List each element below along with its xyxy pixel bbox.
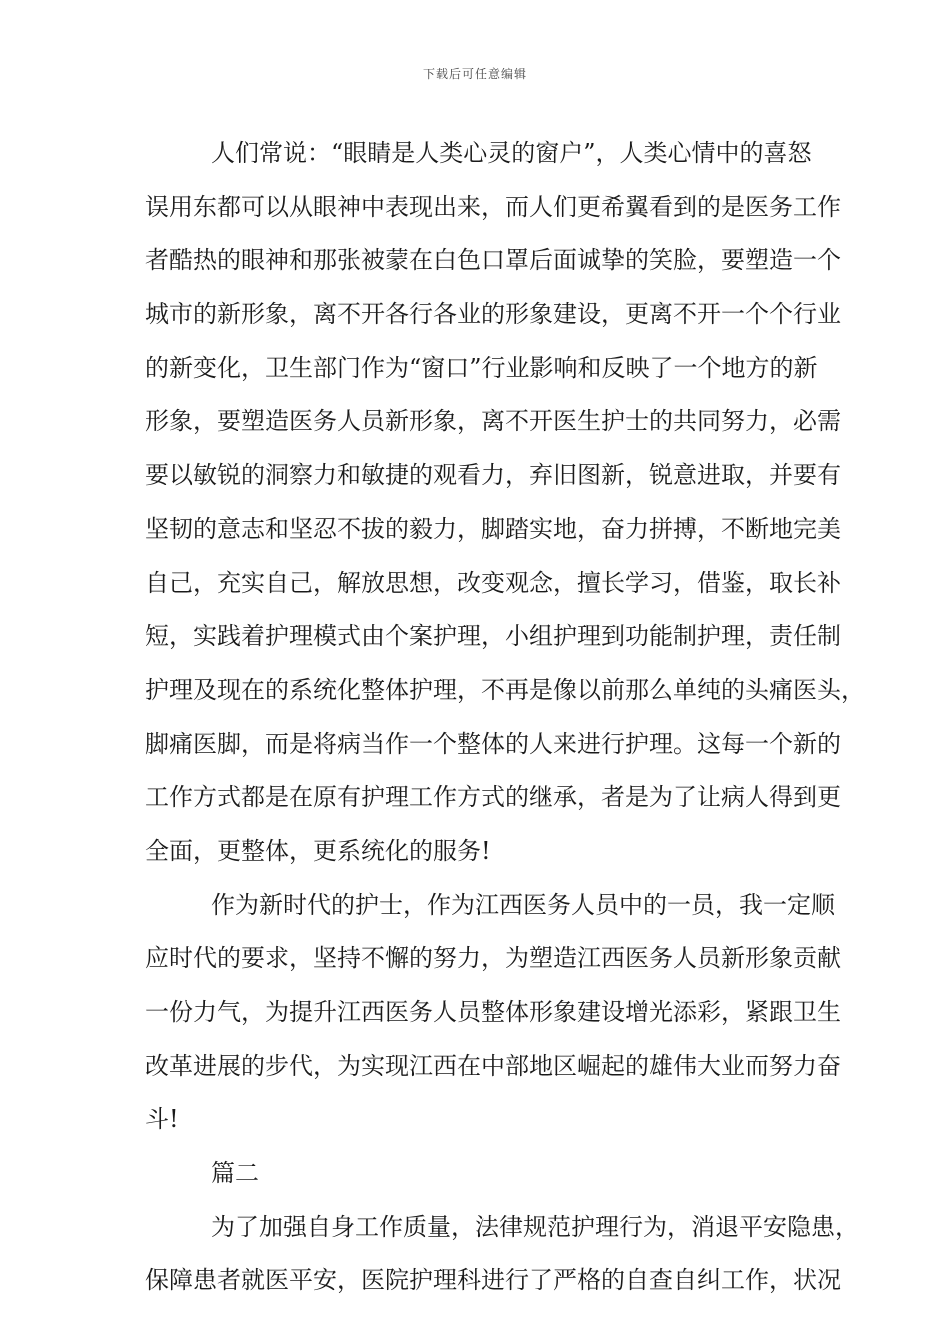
text-line: 者酷热的眼神和那张被蒙在白色口罩后面诚挚的笑脸，要塑造一个: [145, 246, 841, 275]
text-line: 误用东都可以从眼神中表现出来，而人们更希翼看到的是医务工作: [145, 192, 841, 221]
text-line: 护理及现在的系统化整体护理，不再是像以前那么单纯的头痛医头，: [145, 675, 865, 704]
text-line: 工作方式都是在原有护理工作方式的继承，者是为了让病人得到更: [145, 783, 841, 812]
text-line: 斗!: [145, 1105, 179, 1134]
text-line: 城市的新形象，离不开各行各业的形象建设，更离不开一个个行业: [145, 300, 841, 329]
text-line: 全面，更整体，更系统化的服务!: [145, 836, 491, 865]
text-line: 应时代的要求，坚持不懈的努力，为塑造江西医务人员新形象贡献: [145, 944, 841, 973]
text-line: 要以敏锐的洞察力和敏捷的观看力，弃旧图新，锐意进取，并要有: [145, 461, 841, 490]
text-line: 短，实践着护理模式由个案护理，小组护理到功能制护理，责任制: [145, 622, 841, 651]
text-line: 形象，要塑造医务人员新形象，离不开医生护士的共同努力，必需: [145, 407, 841, 436]
text-line: 作为新时代的护士，作为江西医务人员中的一员，我一定顺: [211, 890, 835, 919]
text-line: 人们常说：“眼睛是人类心灵的窗户”，人类心情中的喜怒: [211, 139, 812, 167]
document-body: [145, 133, 865, 1314]
text-line: 坚韧的意志和坚忍不拔的毅力，脚踏实地，奋力拼搏，不断地完美: [145, 514, 841, 543]
text-line: 改革进展的步代，为实现江西在中部地区崛起的雄伟大业而努力奋: [145, 1051, 841, 1080]
text-line: 保障患者就医平安，医院护理科进行了严格的自查自纠工作，状况: [145, 1266, 841, 1295]
text-line: 脚痛医脚，而是将病当作一个整体的人来进行护理。这每一个新的: [145, 729, 841, 758]
text-line: 为了加强自身工作质量，法律规范护理行为，消退平安隐患，: [211, 1212, 859, 1241]
paragraph: [145, 885, 841, 1153]
text-line: 篇二: [211, 1159, 259, 1188]
text-line: 自己，充实自己，解放思想，改变观念，擅长学习，借鉴，取长补: [145, 568, 841, 597]
page-header: 下载后可任意编辑: [422, 67, 527, 81]
text-line: 的新变化，卫生部门作为“窗口”行业影响和反映了一个地方的新: [145, 353, 818, 382]
paragraph: [145, 1207, 859, 1314]
section-heading: [145, 1153, 810, 1207]
text-line: 一份力气，为提升江西医务人员整体形象建设增光添彩，紧跟卫生: [145, 998, 841, 1026]
paragraph: [145, 133, 865, 885]
